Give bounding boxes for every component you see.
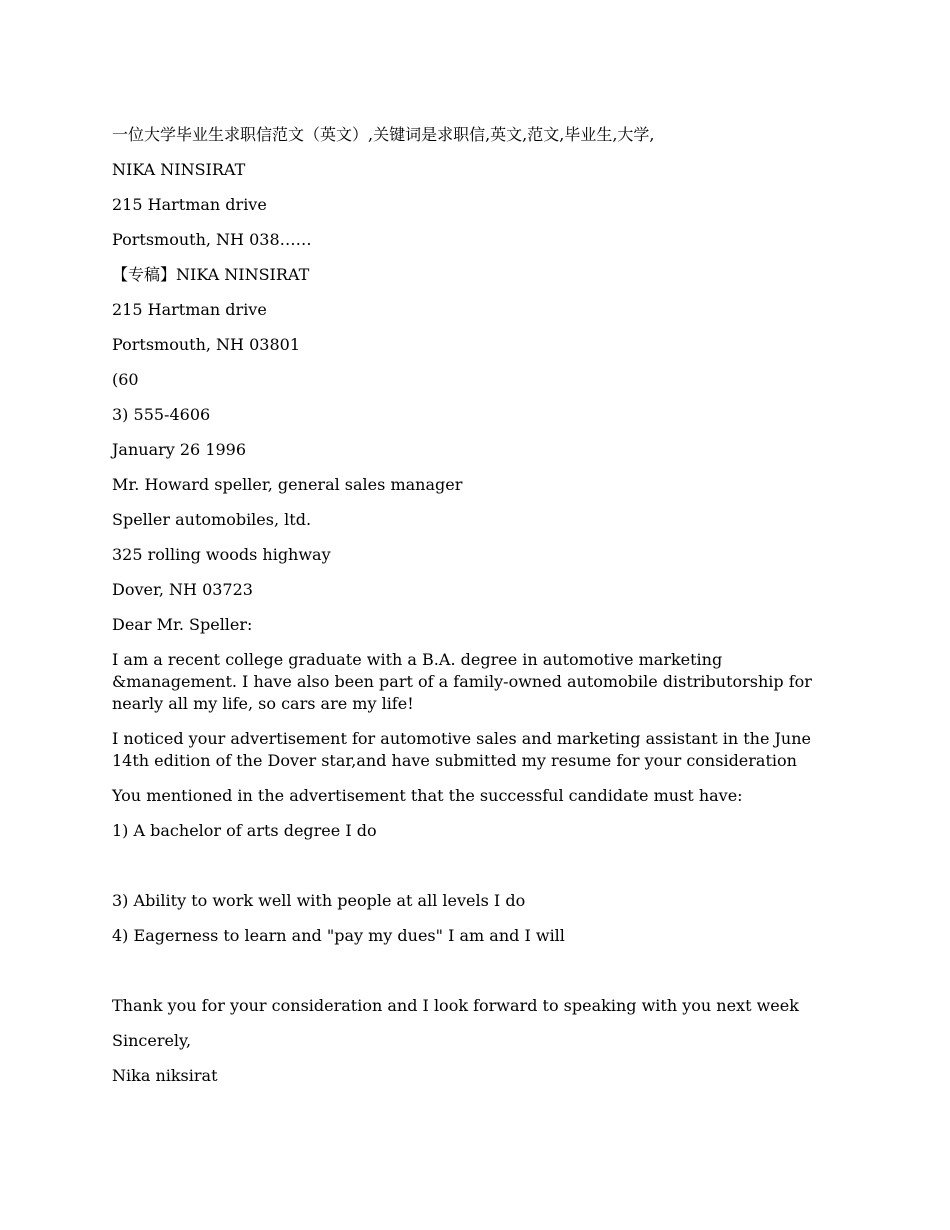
sender-city-truncated: Portsmouth, NH 038……: [112, 230, 312, 249]
recipient-city: Dover, NH 03723: [112, 580, 253, 599]
recipient-street: 325 rolling woods highway: [112, 545, 331, 564]
special-article-sender-name: 【专稿】NIKA NINSIRAT: [112, 265, 310, 284]
sender-name: NIKA NINSIRAT: [112, 160, 246, 179]
closing-paragraph: Thank you for your consideration and I look forward to speaking with you next week: [112, 996, 799, 1015]
document-page: [112, 124, 840, 1100]
sender-street: 215 Hartman drive: [112, 195, 267, 214]
document-heading: 一位大学毕业生求职信范文（英文）,关键词是求职信,英文,范文,毕业生,大学,: [112, 125, 655, 144]
recipient-company: Speller automobiles, ltd.: [112, 510, 312, 529]
valediction: Sincerely,: [112, 1031, 192, 1050]
requirement-3: 3) Ability to work well with people at all levels I do: [112, 891, 526, 910]
phone-number: 3) 555-4606: [112, 405, 211, 424]
requirement-4: 4) Eagerness to learn and "pay my dues" I am and I will: [112, 926, 565, 945]
blank-line: [112, 855, 840, 877]
recipient-name: Mr. Howard speller, general sales manager: [112, 475, 463, 494]
requirement-1: 1) A bachelor of arts degree I do: [112, 821, 377, 840]
sender-street-repeat: 215 Hartman drive: [112, 300, 267, 319]
requirements-intro: You mentioned in the advertisement that the successful candidate must have:: [112, 786, 743, 805]
blank-line: [112, 960, 840, 982]
phone-area-code: (60: [112, 370, 139, 389]
sender-city: Portsmouth, NH 03801: [112, 335, 300, 354]
salutation: Dear Mr. Speller:: [112, 615, 253, 634]
intro-paragraph: I am a recent college graduate with a B.A. degree in automotive marketing &management. I have also been part of a family-owned automobile distributorship for nearly all my life, so cars are my life!: [112, 650, 818, 713]
advertisement-paragraph: I noticed your advertisement for automotive sales and marketing assistant in the June 14th edition of the Dover star,and have submitted my resume for your consideration: [112, 729, 817, 770]
signature-name: Nika niksirat: [112, 1066, 218, 1085]
letter-date: January 26 1996: [112, 440, 247, 459]
